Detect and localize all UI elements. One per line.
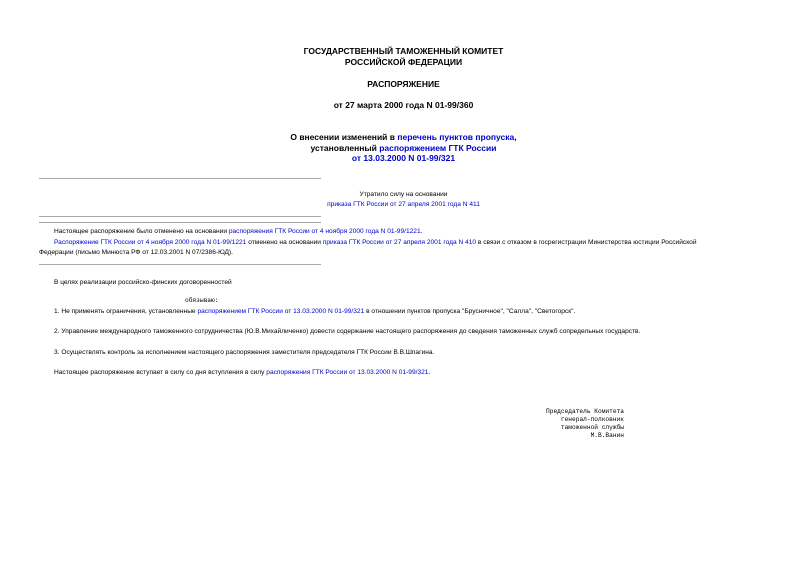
signature-line4: М.В.Ванин — [590, 432, 624, 439]
cancel-note-2 — [54, 238, 697, 247]
status-note-line1: Утратило силу на основании — [359, 191, 448, 198]
body-intro: В целях реализации российско-финских договоренностей — [54, 279, 232, 286]
status-note-line2 — [0, 200, 807, 209]
signature-line2: генерал-полковник — [560, 416, 624, 423]
subject-line2 — [0, 143, 807, 153]
cancel-note-1-prefix: Настоящее распоряжение было отменено на основании — [54, 228, 229, 235]
cancel-note-2-suffix: в связи с отказом в госрегистрации Министерства юстиции Российской — [476, 239, 697, 246]
divider-cancel-bottom — [39, 264, 321, 265]
divider-cancel-top2 — [39, 222, 321, 223]
subject-line2-prefix: установленный — [310, 143, 380, 153]
body-item-1-suffix: в отношении пунктов пропуска "Брусничное", "Салла", "Светогорск". — [364, 308, 576, 315]
body-final-link[interactable]: распоряжения ГТК России от 13.03.2000 N 01-99/321 — [266, 369, 429, 376]
signature-line1: Председатель Комитета — [546, 408, 624, 415]
cancel-note-2-link2[interactable]: приказа ГТК России от 27 апреля 2001 года N 410 — [322, 239, 477, 246]
body-final-prefix: Настоящее распоряжение вступает в силу со дня вступления в силу — [54, 369, 267, 376]
divider-top — [39, 178, 321, 179]
document-type: РАСПОРЯЖЕНИЕ — [367, 79, 440, 89]
subject-link-order[interactable]: распоряжением ГТК России — [379, 143, 497, 153]
cancel-note-2-mid: отменено на основании — [246, 239, 323, 246]
body-item-3: 3. Осуществлять контроль за исполнением настоящего распоряжения заместителя председателя ГТК России В.В.Шпагина. — [54, 349, 435, 356]
subject-line1-suffix: , — [514, 132, 517, 142]
cancel-note-1 — [54, 227, 422, 236]
body-item-1-link[interactable]: распоряжением ГТК России от 13.03.2000 N 01-99/321 — [197, 308, 365, 315]
cancel-note-1-link[interactable]: распоряжения ГТК России от 4 ноября 2000 года N 01-99/1221 — [228, 228, 421, 235]
subject-line3 — [0, 153, 807, 163]
signature-line3: таможенной службы — [560, 424, 624, 431]
org-name-line2: РОССИЙСКОЙ ФЕДЕРАЦИИ — [344, 57, 463, 67]
body-item-1 — [54, 307, 575, 316]
body-oblyazyvayu: обязываю: — [185, 297, 219, 304]
status-note-link[interactable]: приказа ГТК России от 27 апреля 2001 года N 411 — [327, 201, 480, 208]
subject-line1 — [0, 132, 807, 142]
document-date-number: от 27 марта 2000 года N 01-99/360 — [333, 100, 474, 110]
divider-cancel-top1 — [39, 216, 321, 217]
org-name-line1: ГОСУДАРСТВЕННЫЙ ТАМОЖЕННЫЙ КОМИТЕТ — [303, 46, 504, 56]
cancel-note-2-link1[interactable]: Распоряжение ГТК России от 4 ноября 2000 года N 01-99/1221 — [54, 239, 247, 246]
cancel-note-1-suffix: . — [420, 228, 423, 235]
body-item-1-prefix: 1. Не применять ограничения, установленные — [54, 308, 198, 315]
body-final — [54, 368, 430, 377]
cancel-note-2-line2: Федерации (письмо Минюста РФ от 12.03.2001 N 07/2386-ЮД). — [39, 249, 233, 256]
body-item-2: 2. Управление международного таможенного сотрудничества (Ю.В.Михайличенко) довести содержание настоящего распоряжения до сведения таможенных служб сопредельных государств. — [54, 328, 641, 335]
subject-line1-prefix: О внесении изменений в — [290, 132, 398, 142]
body-final-suffix: . — [428, 369, 431, 376]
subject-link-checkpoint-list[interactable]: перечень пунктов пропуска — [397, 132, 515, 142]
subject-link-order-date[interactable]: от 13.03.2000 N 01-99/321 — [351, 153, 456, 163]
